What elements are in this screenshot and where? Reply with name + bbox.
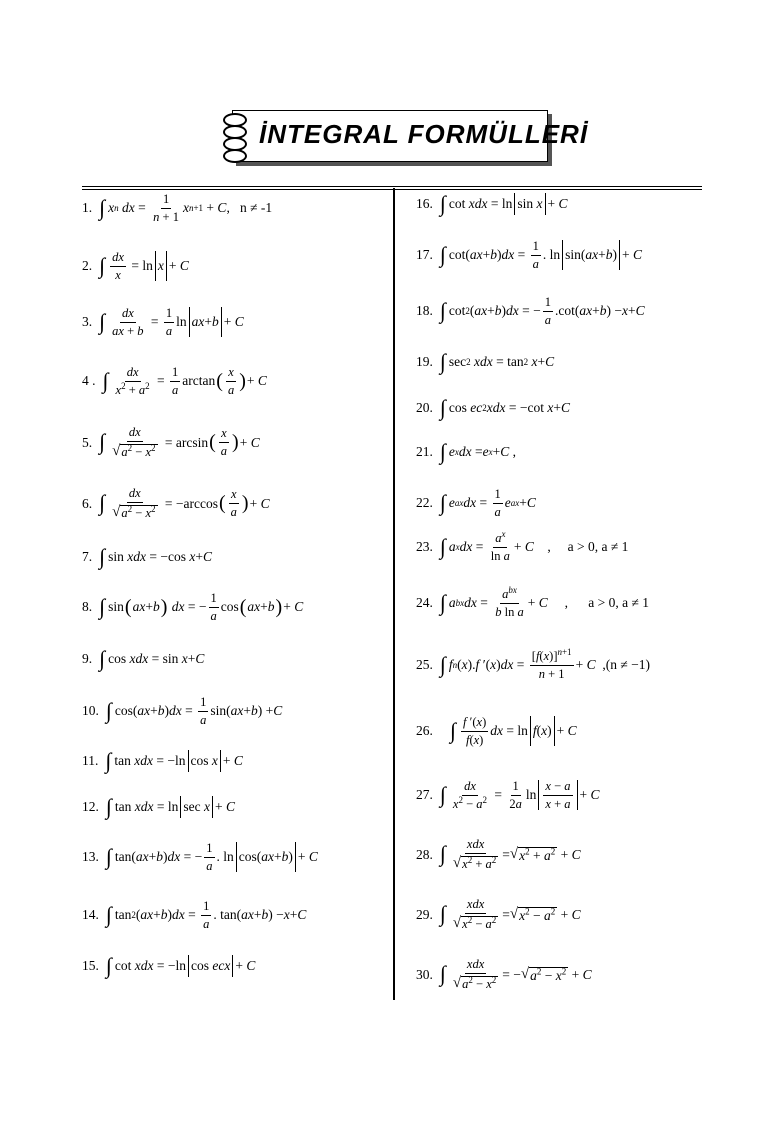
formula-25: 25. ∫ f n ( x ). f ′( x ) dx = $\frac{[f(x)]^{n+1}}{n + 1}$ + C , (n ≠ −1) [416,646,650,681]
formula-14: 14. ∫ tan 2 ( ax + b ) dx = $\frac{1}{a}$ . tan( ax + b ) − x + C [82,899,307,931]
formula-3: 3. ∫ $\frac{dx}{ax + b}$ = $\frac{1}{a}$ ln ax + b + C [82,306,244,338]
formula-16: 16. ∫ cot xdx = ln sin x + C [416,191,568,216]
formula-number: 5. [82,434,93,450]
formula-number: 18. [416,303,433,319]
formula-number: 22. [416,495,433,511]
formula-number: 4 . [82,373,96,389]
formula-28: 28. ∫ xdx √ $x^2 + a^2$ = √ $x^2 + a^2$ + C [416,837,581,871]
formula-1: 1. ∫ x n dx = $\frac{1}{n + 1}$ x n+1 + C , n ≠ -1 [82,192,273,224]
formula-number: 8. [82,599,93,615]
formula-7: 7. ∫ sin xdx = −cos x + C [82,544,213,569]
formula-5: 5. ∫ dx √ $a^2 - x^2$ = arcsin ( $\frac{x}{a}$ ) + C [82,425,260,459]
formula-number: 7. [82,549,93,565]
formula-18: 18. ∫ cot 2 ( ax + b ) dx = − $\frac{1}{a}$ .cot( ax + b ) − x + C [416,295,645,327]
formula-number: 26. [416,723,433,739]
formula-number: 12. [82,799,99,815]
formula-number: 27. [416,787,433,803]
formula-30: 30. ∫ xdx √ $a^2 - x^2$ = − √ $a^2 - x^2$ + C [416,957,592,991]
formula-number: 13. [82,849,99,865]
formula-9: 9. ∫ cos xdx = sin x + C [82,646,205,671]
formula-number: 29. [416,906,433,922]
formula-22: 22. ∫ e ax dx = $\frac{1}{a}$ e ax + C [416,487,536,519]
formula-condition: a > 0, a ≠ 1 [567,539,629,555]
formula-number: 25. [416,657,433,673]
formula-11: 11. ∫ tan xdx = −ln cos x + C [82,748,243,773]
formula-29: 29. ∫ xdx √ $x^2 - a^2$ = √ $x^2 - a^2$ + C [416,897,581,931]
formula-number: 28. [416,846,433,862]
formula-number: 19. [416,354,433,370]
formula-number: 9. [82,651,93,667]
top-rule [82,189,702,190]
formula-26: 26. ∫ $\frac{f '(x)}{f(x)}$ dx = ln f ( x ) + C [416,715,577,747]
formula-condition: n ≠ -1 [239,200,273,216]
formula-condition: (n ≠ −1) [605,657,650,673]
formula-number: 6. [82,495,93,511]
formula-number: 10. [82,703,99,719]
formula-24: 24. ∫ a bx dx = $\frac{a^{bx}}{\text{b ln a}}$ + C , a > 0, a ≠ 1 [416,584,650,619]
formula-19: 19. ∫ sec 2 xdx = tan 2 x + C [416,349,555,374]
formula-10: 10. ∫ cos( ax + b ) dx = $\frac{1}{a}$ sin( ax + b ) + C [82,695,283,727]
formula-15: 15. ∫ cot xdx = −ln cos ecx + C [82,953,256,978]
formula-2: 2. ∫ $\frac{dx}{x}$ = ln x + C [82,250,189,282]
formula-number: 1. [82,200,93,216]
column-divider [393,188,395,1000]
formula-number: 24. [416,595,433,611]
formula-condition: a > 0, a ≠ 1 [588,595,650,611]
formula-number: 23. [416,539,433,555]
page-title: İNTEGRAL FORMÜLLERİ [259,119,589,149]
formula-number: 30. [416,966,433,982]
top-rule [82,186,702,187]
formula-8: 8. ∫ sin ( ax + b ) dx = − $\frac{1}{a}$ cos ( ax + b ) + C [82,591,304,623]
formula-number: 16. [416,196,433,212]
formula-13: 13. ∫ tan( ax + b ) dx = − $\frac{1}{a}$ . ln cos( ax + b ) + C [82,841,318,873]
formula-number: 20. [416,400,433,416]
formula-20: 20. ∫ cos ec 2 xdx = −cot x + C [416,395,570,420]
spiral-binding-icon [223,149,247,163]
formula-number: 14. [82,907,99,923]
formula-number: 2. [82,258,93,274]
formula-number: 15. [82,958,99,974]
formula-6: 6. ∫ dx √ $a^2 - x^2$ = −arccos ( $\frac{x}{a}$ ) + C [82,486,270,520]
formula-27: 27. ∫ $\frac{dx}{x^2 - a^2}$ = $\frac{1}{2a}$ ln $\frac{x - a}{x + a}$ + C [416,779,600,811]
formula-number: 17. [416,247,433,263]
formula-number: 11. [82,753,99,769]
formula-number: 21. [416,444,433,460]
title-banner [232,110,589,162]
formula-12: 12. ∫ tan xdx = ln sec x + C [82,794,236,819]
formula-17: 17. ∫ cot( ax + b ) dx = $\frac{1}{a}$ . ln sin( ax + b ) + C [416,239,643,271]
formula-number: 3. [82,314,93,330]
formula-4: 4 . ∫ $\frac{dx}{x^2 + a^2}$ = $\frac{1}{a}$ arctan ( $\frac{x}{a}$ ) + C [82,365,267,397]
formula-21: 21. ∫ e x dx = e x + C , [416,439,517,464]
formula-23: 23. ∫ a x dx = $\frac{a^x}{\text{ln a}}$ + C , a > 0, a ≠ 1 [416,528,629,563]
